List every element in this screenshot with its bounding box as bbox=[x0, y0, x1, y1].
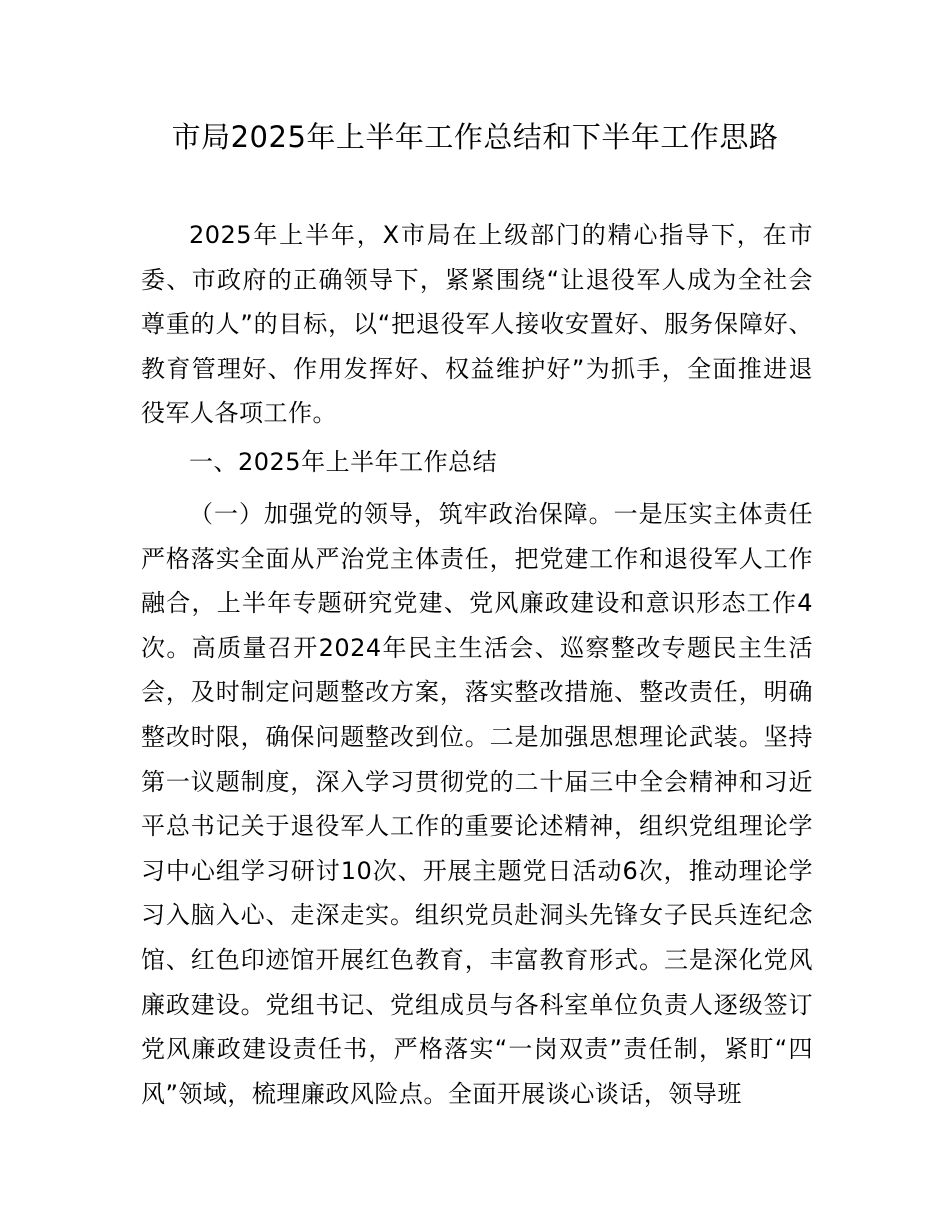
intro-paragraph: 2025年上半年，X市局在上级部门的精心指导下，在市委、市政府的正确领导下，紧紧围绕“让退役军人成为全社会尊重的人”的目标，以“把退役军人接收安置好、服务保障好、教育管理好、作用发挥好、权益维护好”为抓手，全面推进退役军人各项工作。 bbox=[141, 221, 813, 428]
section-heading: 一、2025年上半年工作总结 bbox=[189, 448, 498, 476]
section-paragraph: （一）加强党的领导，筑牢政治保障。一是压实主体责任严格落实全面从严治党主体责任，把党建工作和退役军人工作融合，上半年专题研究党建、党风廉政建设和意识形态工作4次。高质量召开2024年民主生活会、巡察整改专题民主生活会，及时制定问题整改方案，落实整改措施、整改责任，明确整改时限，确保问题整改到位。二是加强思想理论武装。坚持第一议题制度，深入学习贯彻党的二十届三中全会精神和习近平总书记关于退役军人工作的重要论述精神，组织党组理论学习中心组学习研讨10次、开展主题党日活动6次，推动理论学习入脑入心、走深走实。组织党员赴洞头先锋女子民兵连纪念馆、红色印迹馆开展红色教育，丰富教育形式。三是深化党风廉政建设。党组书记、党组成员与各科室单位负责人逐级签订党风廉政建设责任书，严格落实“一岗双责”责任制，紧盯“四风”领域，梳理廉政风险点。全面开展谈心谈话，领导班 bbox=[141, 500, 813, 1108]
document-title: 市局2025年上半年工作总结和下半年工作思路 bbox=[171, 120, 779, 154]
